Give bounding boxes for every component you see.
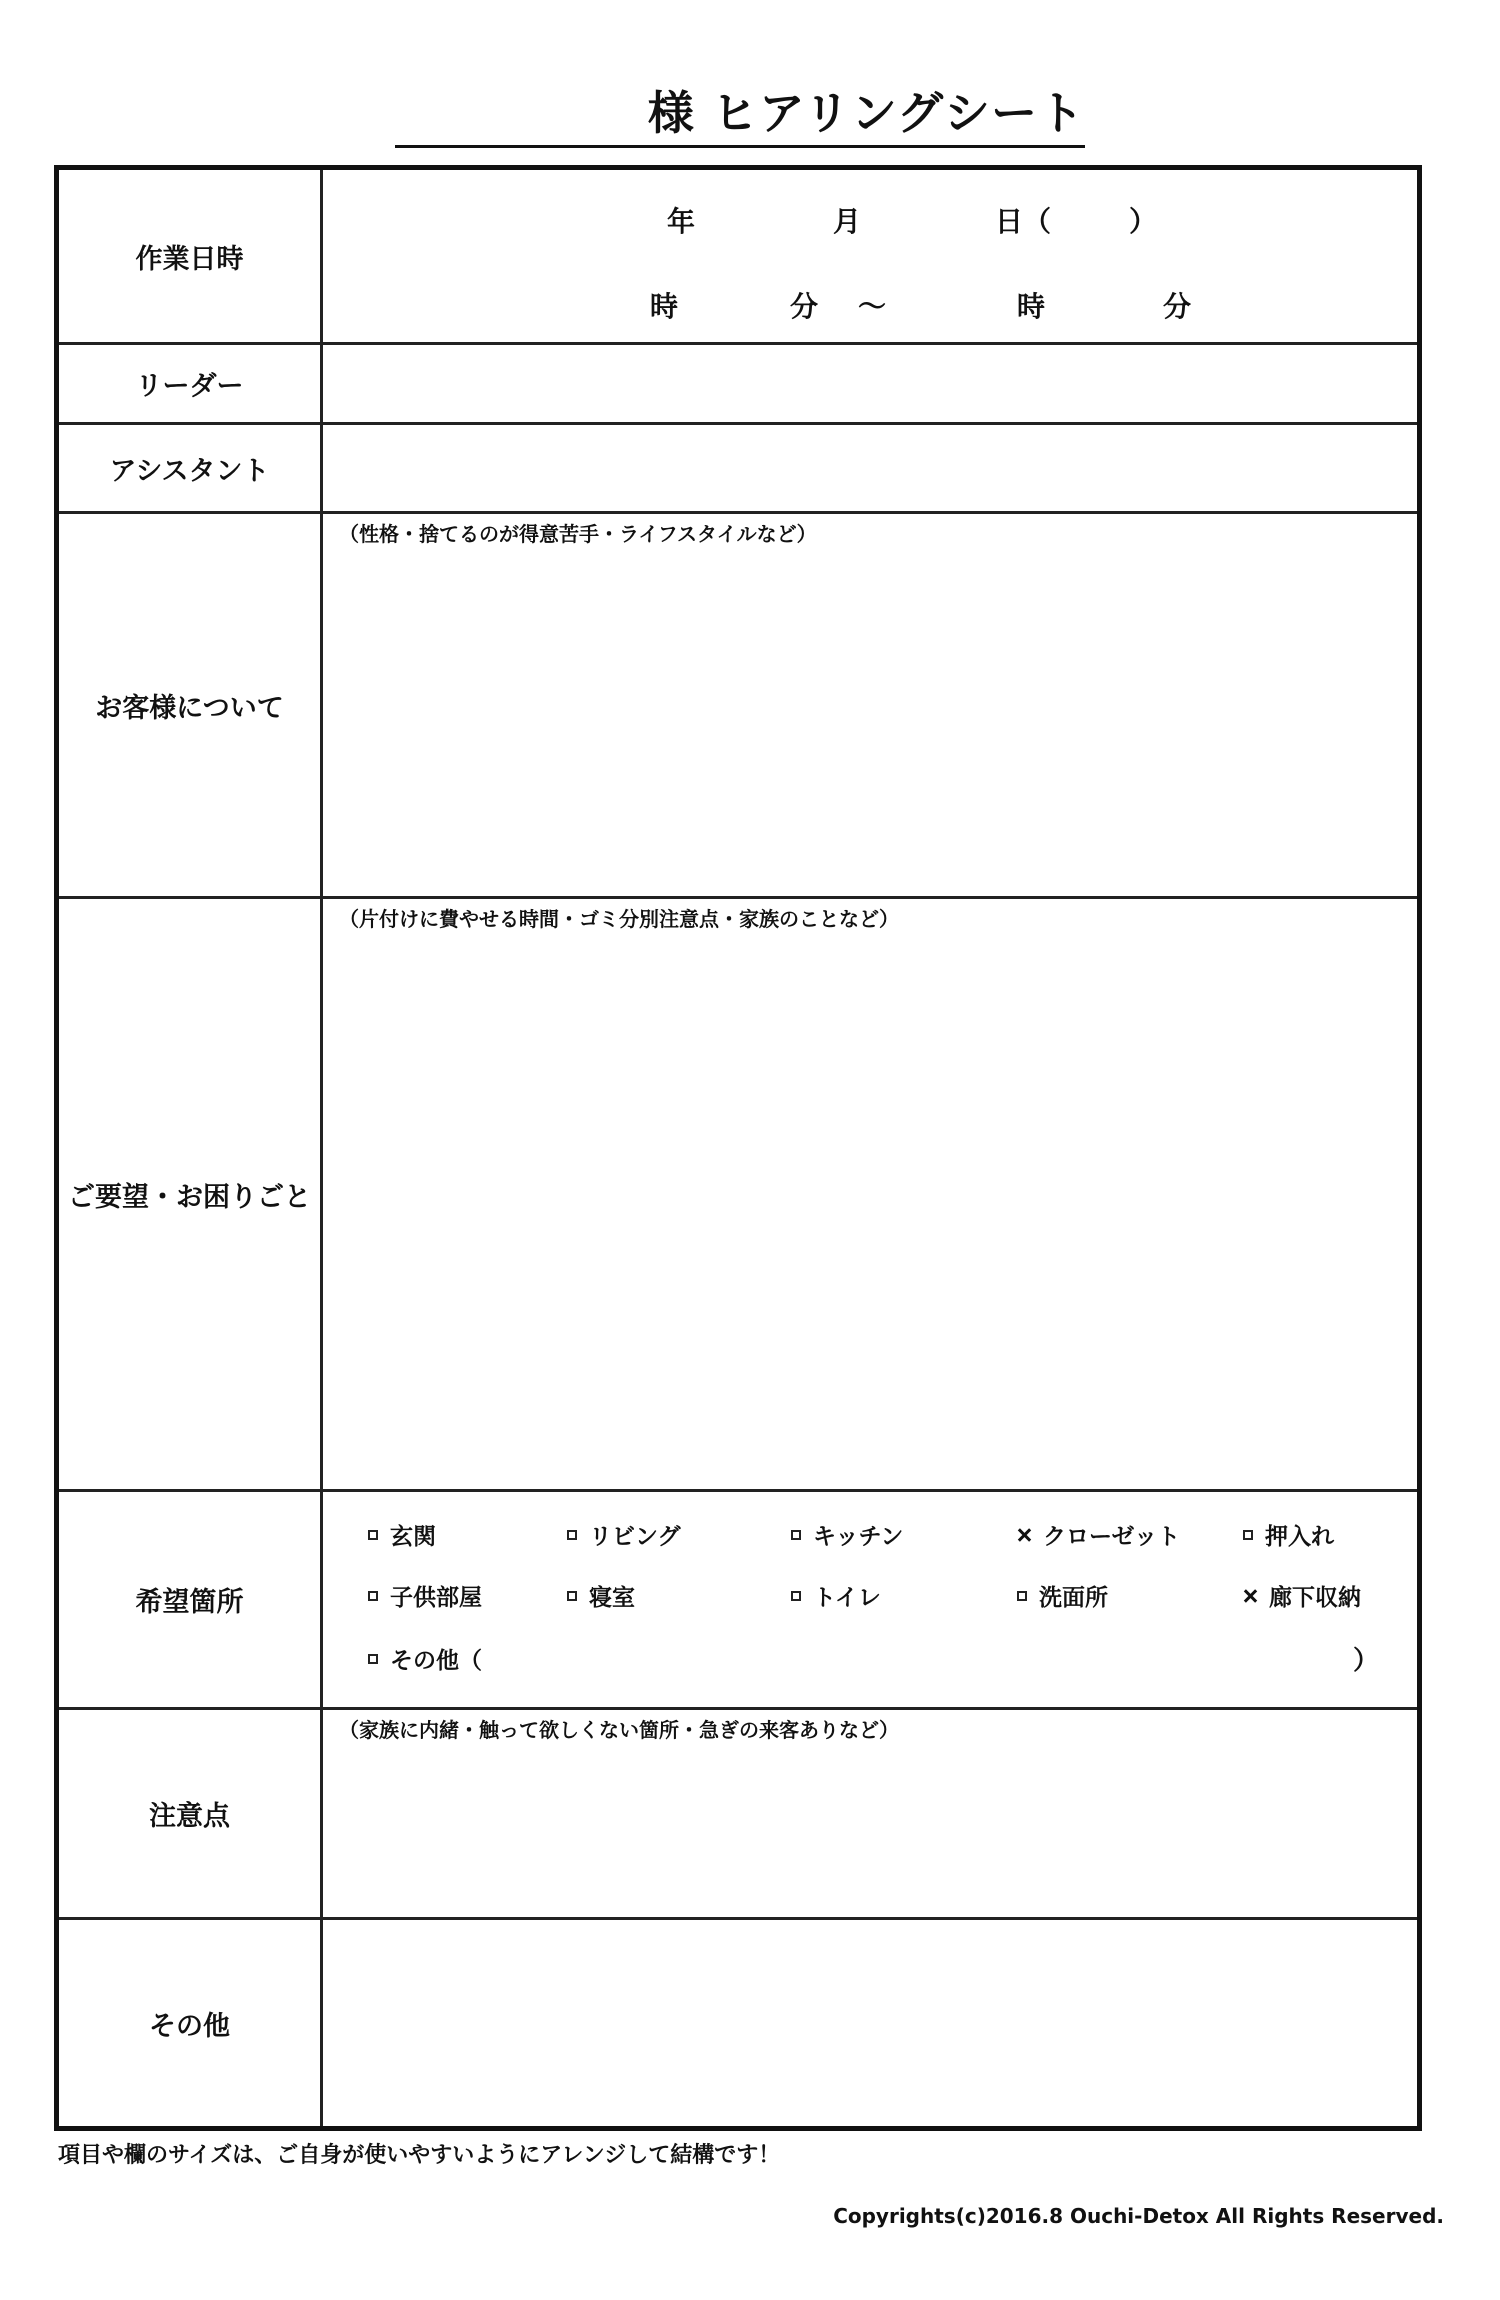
minute-start-label: 分: [790, 290, 819, 323]
option-closet[interactable]: クローゼット: [1017, 1518, 1180, 1551]
label-requests: ご要望・お困りごと: [59, 899, 323, 1489]
row-notes: [59, 1710, 1417, 1920]
checkbox-icon: [368, 1591, 378, 1601]
row-assistant: [59, 425, 1417, 514]
checkbox-icon: [567, 1591, 577, 1601]
label-notes: 注意点: [59, 1710, 323, 1917]
hour-start-label: 時: [650, 290, 679, 323]
row-requests: [59, 899, 1417, 1492]
row-about-customer: [59, 514, 1417, 899]
day-close-label: ）: [1129, 205, 1158, 238]
checkbox-checked-icon: [1017, 1528, 1031, 1542]
option-oshiire[interactable]: 押入れ: [1243, 1518, 1334, 1551]
checkbox-checked-icon: [1243, 1589, 1257, 1603]
option-living[interactable]: リビング: [567, 1518, 681, 1551]
misc-field[interactable]: [323, 1920, 1417, 2126]
hour-end-label: 時: [1017, 290, 1046, 323]
checkbox-icon: [1017, 1591, 1027, 1601]
option-kids-room[interactable]: 子供部屋: [368, 1579, 482, 1612]
label-desired-places: 希望箇所: [59, 1492, 323, 1707]
label-leader: リーダー: [59, 345, 323, 422]
option-washroom[interactable]: 洗面所: [1017, 1579, 1108, 1612]
label-about-customer: お客様について: [59, 514, 323, 896]
leader-field[interactable]: [323, 345, 1417, 422]
desired-places-options: [323, 1492, 1417, 1707]
title-line: [395, 85, 1085, 148]
checkbox-icon: [368, 1654, 378, 1664]
option-toilet[interactable]: トイレ: [791, 1579, 881, 1612]
about-customer-field[interactable]: [323, 514, 1417, 896]
copyright: Copyrights(c)2016.8 Ouchi-Detox All Rights Reserved.: [833, 2204, 1444, 2228]
checkbox-icon: [567, 1530, 577, 1540]
other-close-paren: ）: [1353, 1646, 1380, 1676]
label-assistant: アシスタント: [59, 425, 323, 511]
checkbox-icon: [368, 1530, 378, 1540]
hearing-sheet-table: [54, 165, 1422, 2131]
row-desired-places: [59, 1492, 1417, 1710]
row-misc: [59, 1920, 1417, 2126]
requests-field[interactable]: [323, 899, 1417, 1489]
option-other[interactable]: その他（: [368, 1642, 482, 1675]
row-work-datetime: [59, 170, 1417, 345]
year-label: 年: [667, 205, 696, 238]
option-kitchen[interactable]: キッチン: [791, 1518, 903, 1551]
option-genkan[interactable]: 玄関: [368, 1518, 436, 1551]
minute-end-label: 分: [1163, 290, 1192, 323]
checkbox-icon: [1243, 1530, 1253, 1540]
notes-field[interactable]: [323, 1710, 1417, 1917]
checkbox-icon: [791, 1591, 801, 1601]
requests-hint: （片付けに費やせる時間・ゴミ分別注意点・家族のことなど）: [339, 907, 899, 931]
tilde-label: ～: [858, 290, 887, 323]
option-hallway-storage[interactable]: 廊下収納: [1243, 1579, 1361, 1612]
assistant-field[interactable]: [323, 425, 1417, 511]
month-label: 月: [833, 205, 862, 238]
label-work-datetime: 作業日時: [59, 170, 323, 342]
option-bedroom[interactable]: 寝室: [567, 1579, 635, 1612]
footnote: 項目や欄のサイズは、ご自身が使いやすいようにアレンジして結構です！: [58, 2143, 781, 2168]
page-title: 様 ヒアリングシート: [647, 86, 1085, 140]
day-open-label: 日（: [995, 205, 1052, 238]
checkbox-icon: [791, 1530, 801, 1540]
notes-hint: （家族に内緒・触って欲しくない箇所・急ぎの来客ありなど）: [339, 1718, 899, 1742]
label-misc: その他: [59, 1920, 323, 2126]
work-datetime-field[interactable]: [323, 170, 1417, 342]
about-customer-hint: （性格・捨てるのが得意苦手・ライフスタイルなど）: [339, 522, 817, 546]
row-leader: [59, 345, 1417, 425]
